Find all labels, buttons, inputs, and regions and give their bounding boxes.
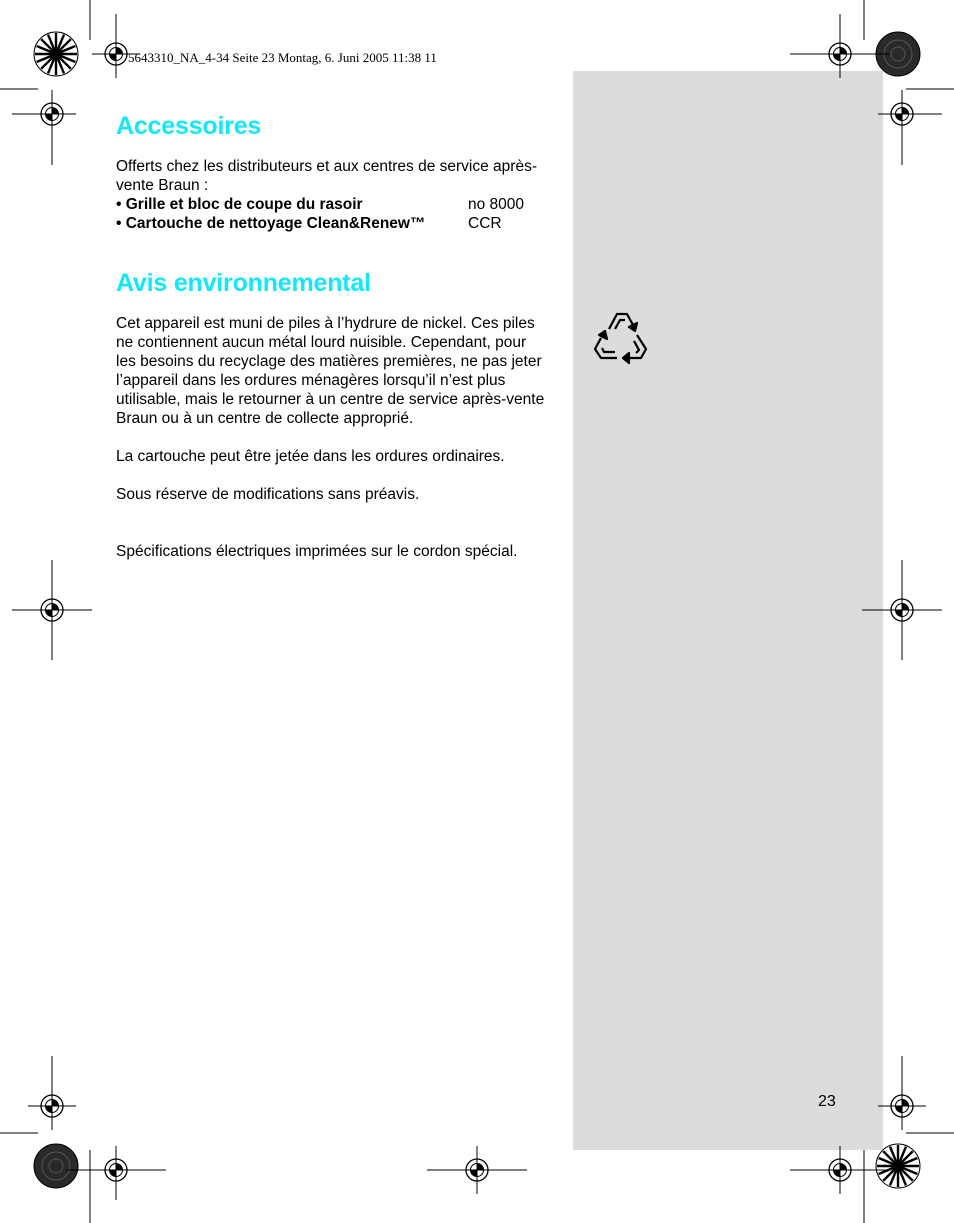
accessories-section — [116, 112, 548, 233]
accessories-heading: Accessoires — [116, 112, 262, 140]
main-content — [116, 112, 548, 561]
page-number: 23 — [818, 1093, 836, 1110]
accessory-name: • Cartouche de nettoyage Clean&Renew™ — [116, 215, 426, 232]
recycling-icon — [589, 307, 653, 367]
list-item — [116, 214, 548, 233]
color-wheel-icon — [876, 1144, 920, 1188]
cartridge-paragraph: La cartouche peut être jetée dans les ordures ordinaires. — [116, 448, 505, 465]
registration-mark-icon — [28, 90, 76, 138]
disclaimer-paragraph: Sous réserve de modifications sans préavis. — [116, 486, 420, 503]
accessory-code: CCR — [468, 215, 502, 232]
registration-mark-icon — [878, 90, 926, 138]
list-item — [116, 195, 548, 214]
accessory-code: no 8000 — [468, 196, 525, 213]
color-wheel-icon — [34, 32, 78, 76]
accessories-intro: Offerts chez les distributeurs et aux centres de service après-vente Braun : — [116, 158, 537, 194]
print-header: 5643310_NA_4-34 Seite 23 Montag, 6. Juni 2005 11:38 11 — [128, 50, 437, 65]
color-wheel-icon — [34, 1144, 78, 1188]
environment-paragraph: Cet appareil est muni de piles à l’hydrure de nickel. Ces piles ne contiennent aucun métal lourd nuisible. Cependant, pour les besoins du recyclage des matières premières, ne pas jeter l’appareil dans les ordures ménagères lorsqu’il n’est plus utilisable, mais le retourner à un centre de service après-vente Braun ou à un centre de collecte approprié. — [116, 315, 545, 427]
environment-section — [116, 269, 548, 561]
electrical-spec-paragraph: Spécifications électriques imprimées sur le cordon spécial. — [116, 543, 518, 560]
accessory-name: • Grille et bloc de coupe du rasoir — [116, 196, 363, 213]
environment-heading: Avis environnemental — [116, 269, 371, 297]
accessories-list — [116, 195, 548, 233]
